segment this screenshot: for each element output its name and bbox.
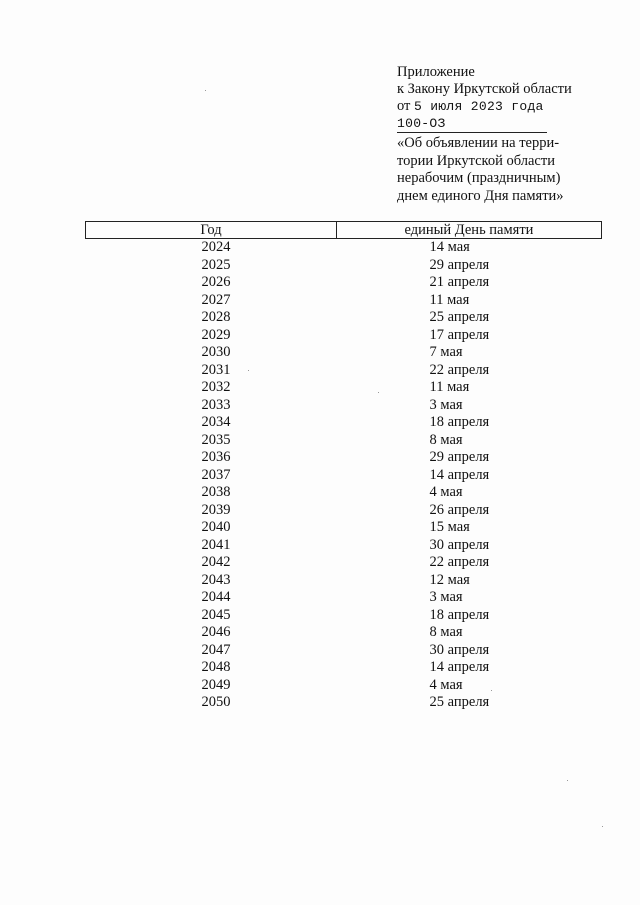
year-cell: 2048: [201, 659, 231, 675]
year-cell: 2036: [201, 449, 231, 465]
year-cell: 2029: [201, 326, 231, 343]
year-cell: 2044: [201, 589, 231, 605]
memorial-day-cell: 22 апреля: [429, 554, 490, 570]
law-title-line: днем единого Дня памяти»: [397, 187, 564, 204]
law-title-line: тории Иркутской области: [397, 152, 555, 169]
memorial-day-cell: 11 мая: [429, 379, 470, 395]
table-row: [86, 432, 602, 450]
law-title-line: нерабочим (праздничным): [397, 170, 561, 186]
year-cell: 2046: [201, 624, 231, 640]
memorial-day-cell: 21 апреля: [429, 274, 490, 290]
year-cell: 2049: [201, 676, 231, 693]
table-row: [86, 344, 602, 362]
law-reference: к Закону Иркутской области: [397, 81, 572, 97]
year-cell: 2027: [201, 291, 231, 308]
table-row: [86, 572, 602, 590]
year-cell: 2031: [201, 361, 231, 378]
memorial-day-cell: 25 апреля: [429, 309, 490, 325]
memorial-day-cell: 18 апреля: [429, 606, 490, 623]
year-cell: 2034: [201, 414, 231, 430]
table-row: [86, 257, 602, 275]
year-cell: 2032: [201, 379, 231, 395]
memorial-day-cell: 26 апреля: [429, 501, 490, 518]
memorial-day-cell: 3 мая: [429, 396, 463, 413]
table-row: [86, 694, 602, 712]
table-row: [86, 677, 602, 695]
table-header-row: [86, 222, 602, 239]
table-row: [86, 589, 602, 607]
memorial-day-cell: 29 апреля: [429, 256, 490, 273]
memorial-day-cell: 30 апреля: [429, 536, 490, 553]
memorial-day-cell: 12 мая: [429, 571, 470, 588]
memorial-day-cell: 29 апреля: [429, 449, 490, 465]
year-cell: 2041: [201, 536, 231, 553]
memorial-day-cell: 11 мая: [429, 291, 470, 308]
year-cell: 2033: [201, 396, 231, 413]
date-typed: 5 июля 2023 года: [414, 99, 544, 114]
memorial-day-cell: 25 апреля: [429, 694, 490, 710]
table-body: [86, 239, 602, 712]
scan-speck: [602, 826, 603, 827]
table-row: [86, 362, 602, 380]
memorial-day-cell: 4 мая: [429, 676, 463, 693]
table-row: [86, 309, 602, 327]
table-row: [86, 519, 602, 537]
date-prefix: от: [397, 98, 411, 114]
year-cell: 2050: [201, 694, 231, 710]
table-row: [86, 554, 602, 572]
table-row: [86, 327, 602, 345]
table-row: [86, 537, 602, 555]
appendix-header: [397, 64, 597, 205]
table-row: [86, 397, 602, 415]
memorial-day-cell: 8 мая: [429, 431, 463, 448]
table-row: [86, 607, 602, 625]
year-cell: 2026: [201, 274, 231, 290]
memorial-day-cell: 8 мая: [429, 624, 463, 640]
law-number: 100-ОЗ: [397, 116, 446, 131]
year-cell: 2040: [201, 519, 231, 535]
memorial-day-cell: 14 апреля: [429, 466, 490, 483]
table-row: [86, 379, 602, 397]
column-header-year: Год: [86, 222, 337, 239]
year-cell: 2024: [201, 239, 231, 255]
year-cell: 2025: [201, 256, 231, 273]
memorial-day-cell: 15 мая: [429, 519, 470, 535]
table-row: [86, 502, 602, 520]
memorial-day-cell: 3 мая: [429, 589, 463, 605]
scan-speck: [567, 780, 568, 781]
memorial-day-cell: 30 апреля: [429, 641, 490, 658]
year-cell: 2045: [201, 606, 231, 623]
law-title-line: «Об объявлении на терри-: [397, 135, 560, 151]
scan-speck: [491, 690, 492, 691]
year-cell: 2039: [201, 501, 231, 518]
table-row: [86, 642, 602, 660]
table-row: [86, 659, 602, 677]
year-cell: 2028: [201, 309, 231, 325]
law-title: [397, 135, 597, 205]
memorial-day-cell: 14 апреля: [429, 659, 490, 675]
scan-speck: [205, 90, 206, 91]
year-cell: 2035: [201, 431, 231, 448]
memorial-day-cell: 14 мая: [429, 239, 470, 255]
year-cell: 2038: [201, 484, 231, 500]
year-cell: 2043: [201, 571, 231, 588]
table-row: [86, 274, 602, 292]
memorial-day-cell: 18 апреля: [429, 414, 490, 430]
table-row: [86, 414, 602, 432]
memorial-days-table: [85, 221, 602, 712]
table-row: [86, 292, 602, 310]
memorial-day-cell: 4 мая: [429, 484, 463, 500]
appendix-label: Приложение: [397, 64, 475, 80]
year-cell: 2037: [201, 466, 231, 483]
year-cell: 2047: [201, 641, 231, 658]
scan-speck: [378, 392, 379, 393]
table-row: [86, 239, 602, 257]
table-row: [86, 449, 602, 467]
year-cell: 2030: [201, 344, 231, 360]
law-date: [397, 98, 597, 115]
table-row: [86, 467, 602, 485]
memorial-day-cell: 7 мая: [429, 344, 463, 360]
table-row: [86, 624, 602, 642]
memorial-day-cell: 17 апреля: [429, 326, 490, 343]
table-row: [86, 484, 602, 502]
year-cell: 2042: [201, 554, 231, 570]
scan-speck: [248, 370, 249, 371]
header-divider: [397, 132, 547, 133]
memorial-day-cell: 22 апреля: [429, 361, 490, 378]
column-header-day: единый День памяти: [337, 222, 602, 239]
